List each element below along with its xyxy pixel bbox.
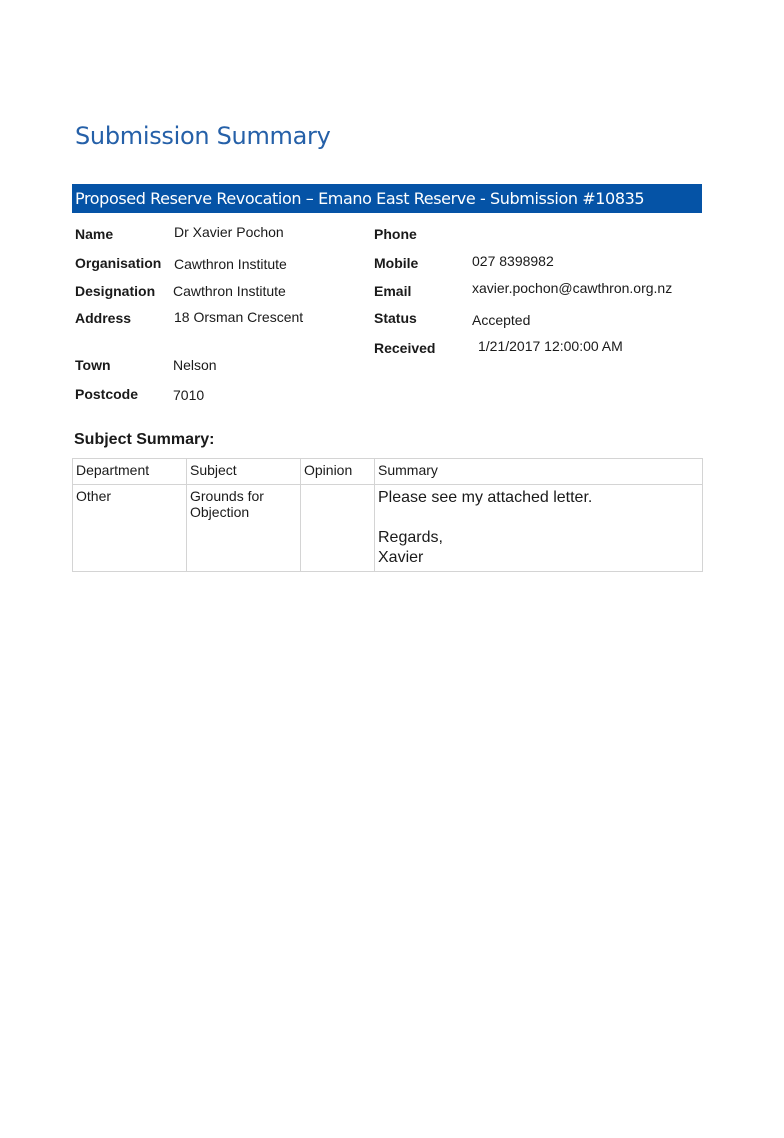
name-label: Name	[75, 226, 114, 242]
received-value: 1/21/2017 12:00:00 AM	[478, 338, 623, 354]
address-label: Address	[75, 310, 132, 326]
email-label: Email	[374, 283, 412, 299]
column-header-opinion: Opinion	[301, 459, 375, 485]
town-label: Town	[75, 357, 111, 373]
summary-line: Please see my attached letter.	[378, 489, 593, 506]
subject-summary-table	[72, 458, 703, 572]
postcode-value: 7010	[173, 387, 205, 403]
organisation-label: Organisation	[75, 255, 162, 271]
organisation-value: Cawthron Institute	[174, 256, 287, 272]
address-value: 18 Orsman Crescent	[174, 309, 304, 325]
summary-spacer	[378, 508, 699, 528]
cell-opinion	[301, 485, 375, 572]
status-value: Accepted	[472, 312, 531, 328]
email-value: xavier.pochon@cawthron.org.nz	[472, 280, 673, 296]
table-header-row	[73, 459, 703, 485]
column-header-department: Department	[73, 459, 187, 485]
summary-line: Xavier	[378, 549, 424, 566]
page-title: Submission Summary	[75, 122, 331, 151]
column-header-subject: Subject	[187, 459, 301, 485]
town-value: Nelson	[173, 357, 217, 373]
designation-value: Cawthron Institute	[173, 283, 286, 299]
cell-department: Other	[73, 485, 187, 572]
summary-line: Regards,	[378, 529, 443, 546]
status-label: Status	[374, 310, 417, 326]
submission-banner: Proposed Reserve Revocation – Emano East Reserve - Submission #10835	[72, 184, 702, 213]
received-label: Received	[374, 340, 436, 356]
designation-label: Designation	[75, 283, 156, 299]
cell-subject: Grounds for Objection	[187, 485, 301, 572]
postcode-label: Postcode	[75, 386, 139, 402]
subject-summary-heading: Subject Summary:	[74, 431, 215, 448]
table-row	[73, 485, 703, 572]
column-header-summary: Summary	[375, 459, 703, 485]
cell-summary	[375, 485, 703, 572]
phone-label: Phone	[374, 226, 417, 242]
mobile-label: Mobile	[374, 255, 419, 271]
mobile-value: 027 8398982	[472, 253, 554, 269]
name-value: Dr Xavier Pochon	[174, 224, 284, 240]
